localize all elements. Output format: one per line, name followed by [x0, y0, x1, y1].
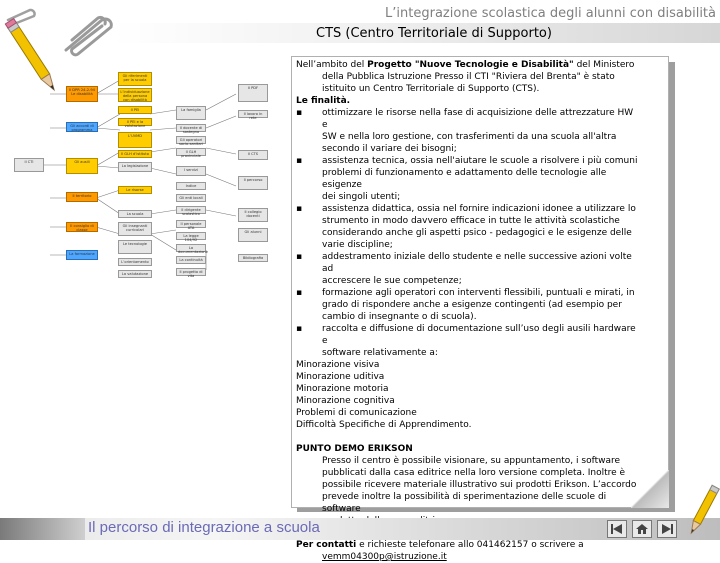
concept-node: Bibliografia [238, 254, 268, 262]
erikson-line: possibile ricevere materiale illustrativo sui prodotti Erikson. L’accordo [322, 480, 637, 490]
intro-paragraph: Nell’ambito del Progetto "Nuove Tecnologie e Disabilità" del Ministero [296, 60, 635, 70]
concept-map [10, 70, 282, 285]
bullet-icon: ▪ [296, 288, 303, 298]
list-item: ▪ ottimizzare le risorse nella fase di acquisizione delle attrezzature HW e SW e nella loro gestione, con trasferimenti da una scuola all'altra secondo il variare dei bisogni; [296, 108, 634, 154]
bullet-icon: ▪ [296, 108, 303, 118]
concept-node: La scuola [118, 210, 152, 218]
concept-node: Il DPR 24-2-94 Le disabilità [66, 86, 98, 102]
concept-node: Le tecnologie [118, 240, 152, 254]
footer-title: Il percorso di integrazione a scuola [88, 519, 320, 536]
concept-node: La formazione [66, 250, 98, 260]
contact-paragraph: Per contatti e richieste telefonare allo 041462157 o scrivere a [296, 540, 584, 550]
concept-node: Gli ausili [66, 158, 98, 174]
back-button[interactable] [607, 520, 627, 538]
category-item: Problemi di comunicazione [296, 408, 417, 418]
concept-node: Il personale ATA [176, 220, 206, 228]
concept-node: Il GLH d’istituto [118, 150, 152, 158]
bullet-icon: ▪ [296, 204, 303, 214]
concept-node: Gli insegnanti curricolari [118, 222, 152, 236]
page-title: L’integrazione scolastica degli alunni con disabilità [385, 6, 716, 21]
concept-node: L’individuazione della persona con disabilità [118, 88, 152, 102]
concept-node: La legge 104/92 [176, 232, 206, 240]
concept-node: Il progetto di vita [176, 268, 206, 276]
concept-node: La valutazione [118, 270, 152, 278]
list-item: ▪ raccolta e diffusione di documentazione sull’uso degli ausili hardware e software relativamente a: [296, 324, 636, 358]
concept-node: Il GLH provinciale [176, 148, 206, 156]
concept-node: Il consiglio di classe [66, 222, 98, 232]
concept-node: Gli accordi di programma [66, 122, 98, 132]
bullet-icon: ▪ [296, 156, 303, 166]
home-button[interactable] [632, 520, 652, 538]
intro-line: della Pubblica Istruzione Presso il CTI "Riviera del Brenta" è stato [322, 72, 615, 82]
concept-node: I servizi [176, 166, 206, 176]
concept-node: Il PDF [238, 84, 268, 102]
category-item: Minorazione visiva [296, 360, 380, 370]
pencil-icon [686, 482, 720, 540]
concept-node: Gli alunni [238, 228, 268, 242]
erikson-heading: PUNTO DEMO ERIKSON [296, 444, 413, 454]
card-content [296, 59, 640, 563]
concept-node: Gli operatori socio-sanitari [176, 136, 206, 144]
contact-email-link[interactable]: vemm04300p@istruzione.it [322, 552, 447, 562]
category-item: Minorazione motoria [296, 384, 389, 394]
concept-node: Indice [176, 182, 206, 190]
bullet-icon: ▪ [296, 252, 303, 262]
erikson-line: prevede inoltre la possibilità di sperimentazione delle scuole di software [322, 492, 607, 514]
concept-node: La legislazione [118, 162, 152, 172]
intro-line: istituito un Centro Territoriale di Supporto (CTS). [322, 84, 540, 94]
forward-icon [660, 523, 674, 535]
home-icon [635, 523, 649, 535]
concept-node: Gli riferimenti per la scuola [118, 72, 152, 86]
concept-node: Il PEI e la valutazione [118, 118, 152, 126]
page-subtitle: CTS (Centro Territoriale di Supporto) [316, 26, 552, 41]
footer-accent [0, 518, 85, 540]
concept-node: Il percorso [238, 176, 268, 190]
list-item: ▪ assistenza didattica, ossia nel fornire indicazioni idonee a utilizzare lo strumento in modo davvero efficace in tutte le attività scolastiche considerando anche gli aspetti psico - pedagogici e le esigenze delle varie discipline; [296, 204, 636, 250]
list-item: ▪ formazione agli operatori con interventi flessibili, puntuali e mirati, in grado di rispondere anche a esigenze contingenti (ad esempio per cambio di insegnante o di scuola). [296, 288, 635, 322]
concept-node: Il territorio [66, 192, 98, 202]
forward-button[interactable] [657, 520, 677, 538]
erikson-line: pubblicati dalla casa editrice nella loro versione completa. Inoltre è [322, 468, 626, 478]
concept-node: Il CTI [14, 158, 44, 172]
concept-node: Le risorse [118, 186, 152, 194]
concept-node: Il dirigente scolastico [176, 206, 206, 214]
concept-node: L’orientamento [118, 258, 152, 266]
back-icon [610, 523, 624, 535]
paperclip-icon [58, 10, 118, 58]
concept-node: Il collegio docenti [238, 208, 268, 222]
bullet-icon: ▪ [296, 324, 303, 334]
concept-node: La continuità [176, 256, 206, 264]
concept-node: Il lavoro in rete [238, 110, 268, 118]
category-item: Difficoltà Specifiche di Apprendimento. [296, 420, 472, 430]
concept-node: Il docente di sostegno [176, 124, 206, 132]
list-item: ▪ assistenza tecnica, ossia nell'aiutare le scuole a risolvere i più comuni problemi di funzionamento e adattamento delle tecnologie alle esigenze dei singoli utenti; [296, 156, 638, 202]
concept-node: Il PEI [118, 106, 152, 114]
finalita-heading: Le finalità. [296, 96, 351, 106]
concept-node: Gli enti locali [176, 194, 206, 202]
concept-node: La famiglia [176, 106, 206, 120]
category-item: Minorazione uditiva [296, 372, 385, 382]
concept-node: Il CTS [238, 150, 268, 160]
category-item: Minorazione cognitiva [296, 396, 395, 406]
erikson-line: Presso il centro è possibile visionare, su appuntamento, i software [322, 456, 621, 466]
concept-node: La documentazione [178, 246, 208, 254]
list-item: ▪ addestramento iniziale dello studente e nelle successive azioni volte ad accrescere le sue competenze; [296, 252, 632, 286]
concept-node: L’UVMD [118, 132, 152, 148]
